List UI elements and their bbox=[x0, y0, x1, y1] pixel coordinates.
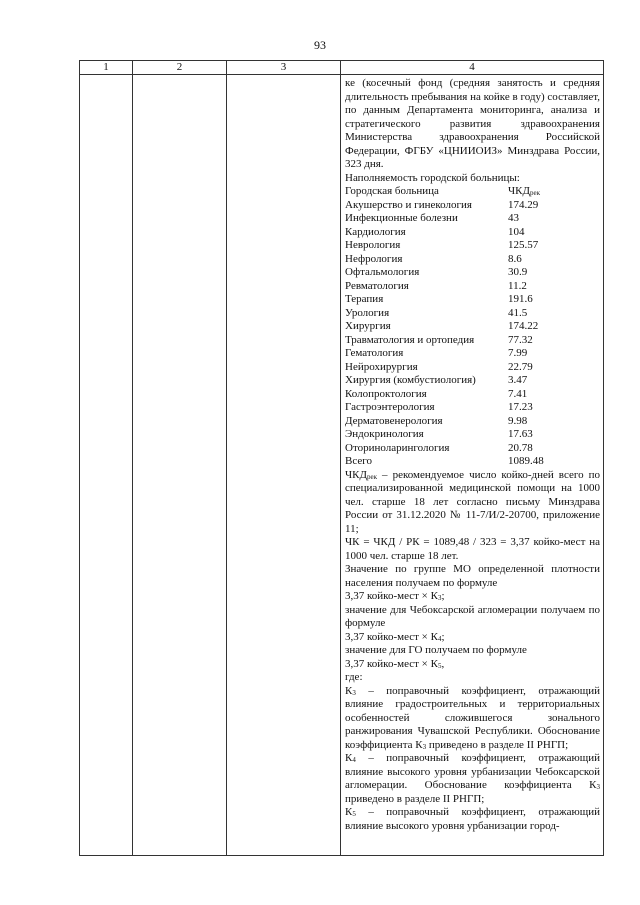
list-item-value: 125.57 bbox=[508, 239, 539, 251]
cell-col-3 bbox=[227, 75, 341, 856]
list-item-value: 3.47 bbox=[508, 374, 528, 386]
list-item-value: 9.98 bbox=[508, 414, 528, 427]
go-paragraph: значение для ГО получаем по формуле bbox=[345, 644, 527, 656]
list-item bbox=[345, 266, 600, 280]
list-item-value: 17.23 bbox=[508, 401, 533, 413]
list-item-name: Офтальмология bbox=[345, 266, 420, 278]
cell-col-1 bbox=[80, 75, 133, 856]
list-item bbox=[345, 374, 600, 388]
header-col-2: 2 bbox=[133, 61, 227, 75]
list-item-name: Нефрология bbox=[345, 252, 403, 265]
intro-paragraph: ке (косечный фонд (средняя занятость и средняя длительность пребывания на койке в году) составляет, по данным Департамента мониторинга, анализа и стратегического развития здравоохранения Министерства здравоохранения Российской Федерации, ФГБУ «ЦНИИОИЗ» Минздрава России, 323 дня. bbox=[345, 77, 600, 170]
list-item-value: 191.6 bbox=[508, 293, 533, 305]
list-item bbox=[345, 280, 600, 294]
list-header-row bbox=[345, 185, 600, 199]
list-item bbox=[345, 253, 600, 267]
list-item-value: 1089.48 bbox=[508, 455, 544, 467]
list-item-name: Колопроктология bbox=[345, 387, 427, 400]
list-item-name: Хирургия bbox=[345, 320, 391, 332]
list-item bbox=[345, 428, 600, 442]
list-item-value: 174.22 bbox=[508, 320, 539, 332]
header-col-3: 3 bbox=[227, 61, 341, 75]
table-body-row bbox=[80, 75, 604, 856]
group-mo-paragraph: Значение по группе МО определенной плотности населения получаем по формуле bbox=[345, 563, 600, 589]
list-item-value: 8.6 bbox=[508, 252, 522, 265]
list-item-value: 43 bbox=[508, 212, 519, 224]
list-item bbox=[345, 388, 600, 402]
list-item-value: 22.79 bbox=[508, 360, 533, 373]
cell-col-2 bbox=[133, 75, 227, 856]
list-item bbox=[345, 226, 600, 240]
formula-1: 3,37 койко-мест × $К_3$; bbox=[345, 590, 445, 602]
list-item-name: Терапия bbox=[345, 293, 384, 305]
list-item-name: Эндокринология bbox=[345, 428, 424, 440]
list-item bbox=[345, 239, 600, 253]
list-item-value: 77.32 bbox=[508, 333, 533, 346]
list-item-value: 174.29 bbox=[508, 198, 539, 211]
cell-col-4 bbox=[341, 75, 604, 856]
list-item-name: Всего bbox=[345, 455, 372, 467]
list-item-value: 20.78 bbox=[508, 441, 533, 454]
list-title: Наполняемость городской больницы: bbox=[345, 171, 520, 184]
list-item-value: 11.2 bbox=[508, 279, 527, 292]
occupancy-list bbox=[345, 185, 600, 469]
list-header-value: $ЧКД_{рек}$ bbox=[508, 185, 541, 197]
list-item-name: Ревматология bbox=[345, 279, 409, 292]
list-item-name: Гастроэнтерология bbox=[345, 401, 435, 413]
list-item-name: Кардиология bbox=[345, 225, 406, 238]
page-number: 93 bbox=[314, 38, 326, 52]
formula-2: 3,37 койко-мест × $К_4$; bbox=[345, 630, 445, 643]
list-item-value: 7.41 bbox=[508, 387, 528, 400]
list-item bbox=[345, 320, 600, 334]
list-item bbox=[345, 361, 600, 375]
list-item bbox=[345, 334, 600, 348]
k4-paragraph: $К_4$ – поправочный коэффициент, отражающий влияние высокого уровня урбанизации Чебоксарской агломерации. Обоснование коэффициента $К_3$ приведено в разделе II РНГП; bbox=[345, 752, 600, 805]
where-label: где: bbox=[345, 671, 363, 683]
list-item-name: Дерматовенерология bbox=[345, 414, 443, 427]
list-item bbox=[345, 293, 600, 307]
list-item-name: Неврология bbox=[345, 239, 401, 251]
list-item bbox=[345, 307, 600, 321]
list-item bbox=[345, 212, 600, 226]
cell-content bbox=[341, 75, 603, 833]
list-item-value: 17.63 bbox=[508, 428, 533, 440]
header-col-4: 4 bbox=[341, 61, 604, 75]
k3-paragraph: $К_3$ – поправочный коэффициент, отражающий влияние градостроительных и территориальных особенностей сложившегося зонального ранжирования Чувашской Республики. Обоснование коэффициента $К_3$ приведено в разделе II РНГП; bbox=[345, 684, 600, 751]
list-item-name: Гематология bbox=[345, 347, 404, 359]
list-item bbox=[345, 347, 600, 361]
list-item-name: Нейрохирургия bbox=[345, 360, 418, 373]
list-item-name: Оториноларингология bbox=[345, 441, 450, 454]
list-item-value: 104 bbox=[508, 225, 525, 238]
list-item-name: Инфекционные болезни bbox=[345, 212, 458, 224]
list-item-value: 41.5 bbox=[508, 306, 528, 319]
list-item-name: Акушерство и гинекология bbox=[345, 198, 472, 211]
list-item bbox=[345, 455, 600, 469]
list-item bbox=[345, 199, 600, 213]
list-item-name: Хирургия (комбустиология) bbox=[345, 374, 476, 386]
table-header-row bbox=[80, 61, 604, 75]
cheb-paragraph: значение для Чебоксарской агломерации получаем по формуле bbox=[345, 603, 600, 629]
list-header-name: Городская больница bbox=[345, 185, 439, 197]
list-item bbox=[345, 415, 600, 429]
list-item-name: Травматология и ортопедия bbox=[345, 333, 475, 346]
header-col-1: 1 bbox=[80, 61, 133, 75]
k5-paragraph: $К_5$ – поправочный коэффициент, отражающий влияние высокого уровня урбанизации город- bbox=[345, 806, 600, 832]
document-table bbox=[79, 60, 604, 856]
list-item-value: 30.9 bbox=[508, 266, 528, 278]
list-item bbox=[345, 442, 600, 456]
calculation-paragraph: ЧК = ЧКД / РК = 1089,48 / 323 = 3,37 койко-мест на 1000 чел. старше 18 лет. bbox=[345, 536, 600, 562]
formula-3: 3,37 койко-мест × $К_5$, bbox=[345, 657, 445, 670]
list-item-value: 7.99 bbox=[508, 347, 528, 359]
definition-paragraph: $ЧКД_{рек}$ – рекомендуемое число койко-дней всего по специализированной медицинской помощи на 1000 чел. старше 18 лет согласно письму Минздрава России от 31.12.2020 № 11-7/И/2-20700, приложение 11; bbox=[345, 468, 600, 535]
list-item-name: Урология bbox=[345, 306, 390, 319]
list-item bbox=[345, 401, 600, 415]
